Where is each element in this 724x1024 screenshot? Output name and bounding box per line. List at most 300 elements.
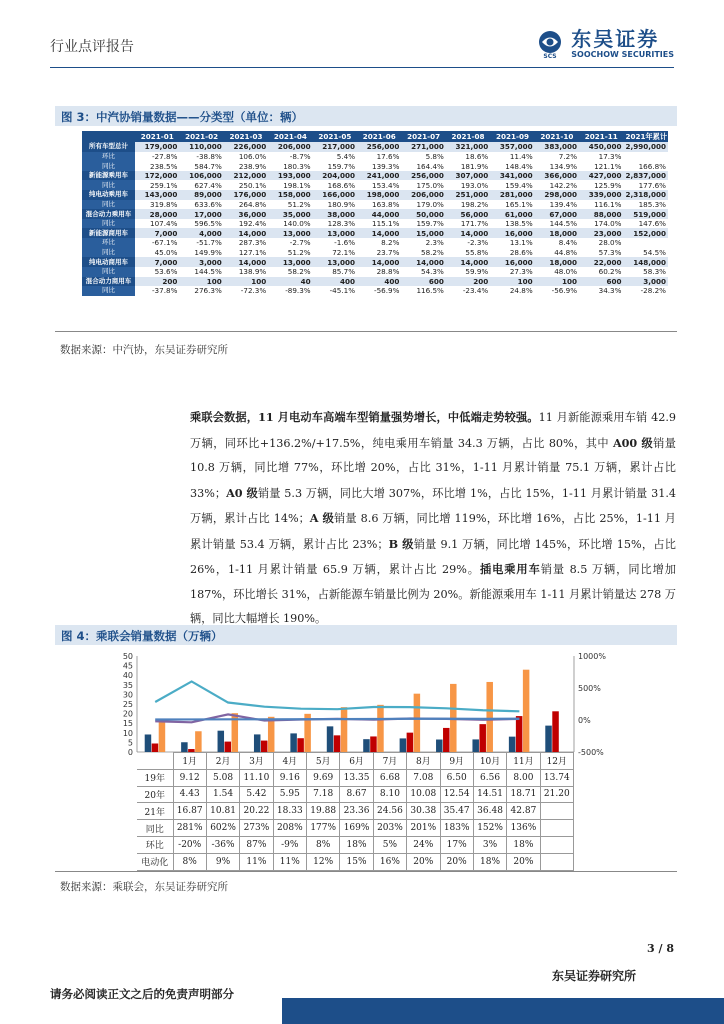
table-cell: 256,000 bbox=[357, 142, 401, 152]
table-cell: 383,000 bbox=[535, 142, 579, 152]
table-cell: 28.0% bbox=[598, 238, 622, 248]
table-cell: 596.5% bbox=[194, 219, 222, 229]
table-cell: -56.9% bbox=[374, 286, 400, 296]
table-cell: 20% bbox=[440, 853, 473, 870]
table-cell: -56.9% bbox=[551, 286, 578, 296]
table-cell: 13,000 bbox=[313, 228, 357, 238]
table-cell: 36,000 bbox=[224, 209, 268, 219]
table-cell: 16.87 bbox=[173, 803, 206, 820]
table-cell: 584.7% bbox=[194, 161, 222, 171]
bar-21年 bbox=[268, 717, 275, 752]
table-cell: 17.6% bbox=[376, 151, 400, 161]
table-cell: 15% bbox=[340, 853, 373, 870]
row-label: 同比 bbox=[82, 219, 135, 229]
row-label: 同比 bbox=[82, 286, 135, 296]
table-cell: 9% bbox=[206, 853, 239, 870]
table-cell: 116.1% bbox=[594, 199, 622, 209]
table-cell: 7.18 bbox=[307, 786, 340, 803]
row-label: 同比 bbox=[82, 200, 135, 210]
table-cell: 28.8% bbox=[376, 267, 400, 277]
table-cell: 206,000 bbox=[401, 190, 445, 200]
bar-19年 bbox=[363, 739, 370, 752]
table-header-row bbox=[137, 753, 574, 770]
table-cell: 54.3% bbox=[421, 267, 444, 277]
row-label: 同比 bbox=[82, 180, 135, 190]
table-cell: 13.35 bbox=[340, 769, 373, 786]
figure4-title: 图 4：乘联会销量数据（万辆） bbox=[55, 625, 677, 645]
table-cell: 179,000 bbox=[135, 142, 179, 152]
table-cell: -51.7% bbox=[196, 238, 222, 248]
column-header: 2021-02 bbox=[179, 131, 223, 142]
table-cell: 115.1% bbox=[372, 219, 400, 229]
category-label: 11月 bbox=[507, 753, 540, 770]
series-label bbox=[137, 820, 173, 837]
table-cell: -1.6% bbox=[334, 238, 356, 248]
table-cell: 140.0% bbox=[283, 219, 311, 229]
para-a0: A0 级 bbox=[226, 485, 258, 500]
table-cell: 1.54 bbox=[206, 786, 239, 803]
table-cell: 85.7% bbox=[332, 267, 356, 277]
table-cell: 12.54 bbox=[440, 786, 473, 803]
y-tick-label: 35 bbox=[122, 680, 133, 690]
para-b: B 级 bbox=[388, 536, 414, 551]
y2-tick-label: 500% bbox=[578, 684, 601, 693]
table-cell: 271,000 bbox=[401, 142, 445, 152]
table-row bbox=[137, 853, 574, 870]
table-cell: 35.47 bbox=[440, 803, 473, 820]
table-cell: -23.4% bbox=[462, 286, 489, 296]
y-tick-label: 20 bbox=[122, 709, 133, 719]
table-cell: 6.68 bbox=[373, 769, 406, 786]
table-cell: 61,000 bbox=[490, 209, 534, 219]
table-cell: 20.22 bbox=[240, 803, 273, 820]
table-row bbox=[82, 180, 668, 190]
table-cell: 100 bbox=[535, 277, 579, 287]
table-cell: 148,000 bbox=[623, 257, 668, 267]
category-label: 3月 bbox=[240, 753, 273, 770]
category-label: 12月 bbox=[540, 753, 573, 770]
row-label: 混合动力乘用车 bbox=[82, 209, 135, 219]
bar-20年 bbox=[152, 743, 159, 752]
row-label: 纯电动乘用车 bbox=[82, 190, 135, 200]
table-cell: -89.3% bbox=[285, 286, 311, 296]
bar-21年 bbox=[523, 670, 530, 752]
y-tick-label: 10 bbox=[122, 728, 133, 738]
table-cell: 176,000 bbox=[224, 190, 268, 200]
table-cell: 19.88 bbox=[307, 803, 340, 820]
y2-tick-label: 1000% bbox=[578, 652, 606, 661]
table-cell: 2.3% bbox=[425, 238, 444, 248]
table-cell: 159.7% bbox=[416, 219, 444, 229]
table-cell: 44.8% bbox=[554, 248, 578, 257]
table-cell: 8.00 bbox=[507, 769, 540, 786]
table-cell: 172,000 bbox=[135, 171, 179, 181]
table-cell: 24% bbox=[407, 836, 440, 853]
row-label: 同比 bbox=[82, 267, 135, 277]
bar-19年 bbox=[218, 731, 225, 752]
bar-19年 bbox=[436, 740, 443, 752]
table-row bbox=[82, 238, 668, 248]
table-cell: 34.3% bbox=[598, 286, 622, 296]
table-cell: 185.3% bbox=[638, 199, 666, 209]
table-cell: 200 bbox=[446, 277, 490, 287]
table-cell: 138.5% bbox=[505, 219, 533, 229]
table-cell: 50,000 bbox=[401, 209, 445, 219]
table-cell: -2.7% bbox=[289, 238, 311, 248]
table-cell: 321,000 bbox=[446, 142, 490, 152]
divider bbox=[55, 331, 677, 332]
table-cell: 38,000 bbox=[313, 209, 357, 219]
table-cell: 106,000 bbox=[179, 171, 223, 181]
table-cell: 143,000 bbox=[135, 190, 179, 200]
table-cell bbox=[623, 152, 668, 162]
table-cell: -28.2% bbox=[640, 286, 666, 296]
para-phev: 插电乘用车 bbox=[479, 562, 541, 576]
table-cell: 18.33 bbox=[273, 803, 306, 820]
bar-19年 bbox=[400, 738, 407, 752]
table-cell: 357,000 bbox=[490, 142, 534, 152]
table-cell: 18% bbox=[340, 836, 373, 853]
para-lead: 乘联会数据，11 月电动车高端车型销量强势增长，中低端走势较强。 bbox=[190, 410, 539, 424]
bar-20年 bbox=[443, 728, 450, 752]
column-header: 2021-04 bbox=[268, 131, 312, 142]
table-cell: 319.8% bbox=[150, 199, 178, 209]
table-cell: 16,000 bbox=[490, 257, 534, 267]
row-label: 新能源乘用车 bbox=[82, 171, 135, 181]
table-cell: 633.6% bbox=[194, 199, 222, 209]
table-cell: 241,000 bbox=[357, 171, 401, 181]
table-cell: 166,000 bbox=[313, 190, 357, 200]
table-cell: 67,000 bbox=[535, 209, 579, 219]
table-cell: -9% bbox=[273, 836, 306, 853]
table-cell: 18.6% bbox=[465, 151, 489, 161]
table-cell: 56,000 bbox=[446, 209, 490, 219]
table-cell: 6.50 bbox=[440, 769, 473, 786]
table-cell: 14,000 bbox=[401, 257, 445, 267]
table-cell: 14,000 bbox=[224, 257, 268, 267]
table-cell: 144.5% bbox=[549, 219, 578, 229]
table-cell: 164.4% bbox=[416, 161, 444, 171]
table-row bbox=[82, 142, 668, 152]
table-cell: 339,000 bbox=[579, 190, 623, 200]
table-cell: 139.4% bbox=[549, 199, 578, 209]
table-cell: 110,000 bbox=[179, 142, 223, 152]
table-cell: 22,000 bbox=[579, 257, 623, 267]
table-cell: 14,000 bbox=[224, 228, 268, 238]
bar-20年 bbox=[370, 736, 377, 752]
table-cell: 14,000 bbox=[357, 257, 401, 267]
para-s3: 销量 5.3 万辆，同比大增 307%，环比增 1%，占比 15%，1-11 月累计销量 31.4 万辆，累计占比 14%； bbox=[190, 486, 677, 525]
table-cell: 148.4% bbox=[505, 161, 533, 171]
table-cell: 8.2% bbox=[381, 238, 400, 248]
brand-name-cn: 东吴证券 bbox=[571, 27, 660, 51]
table-cell: 87% bbox=[240, 836, 273, 853]
table-cell: 400 bbox=[357, 277, 401, 287]
table-row bbox=[82, 277, 668, 287]
table-cell: 40 bbox=[268, 277, 312, 287]
table-cell: 55.8% bbox=[465, 248, 489, 257]
table-cell: 193,000 bbox=[268, 171, 312, 181]
table-cell: -8.7% bbox=[289, 151, 311, 161]
table-cell: 8.10 bbox=[373, 786, 406, 803]
table-cell: 88,000 bbox=[579, 209, 623, 219]
table-cell: 58.2% bbox=[287, 267, 311, 277]
table-cell: 4.43 bbox=[173, 786, 206, 803]
brand-logo bbox=[533, 28, 674, 59]
figure4-data-table bbox=[137, 752, 574, 871]
table-cell: 259.1% bbox=[150, 180, 178, 190]
column-header: 2021-09 bbox=[490, 131, 534, 142]
category-label: 9月 bbox=[440, 753, 473, 770]
table-row bbox=[82, 161, 668, 171]
table-cell: 203% bbox=[373, 820, 406, 837]
table-cell: 287.3% bbox=[238, 238, 267, 248]
bar-19年 bbox=[327, 726, 334, 752]
table-cell: 51.2% bbox=[287, 199, 311, 209]
row-label: 同比 bbox=[82, 248, 135, 258]
bar-20年 bbox=[225, 742, 232, 752]
table-cell: 147.6% bbox=[638, 219, 666, 229]
bar-19年 bbox=[509, 737, 516, 752]
table-cell: 264.8% bbox=[238, 199, 267, 209]
table-cell: 3,000 bbox=[623, 277, 668, 287]
table-cell: 12% bbox=[307, 853, 340, 870]
table-cell: 5% bbox=[373, 836, 406, 853]
table-row bbox=[82, 171, 668, 181]
table-cell: 14,000 bbox=[357, 228, 401, 238]
table-cell: 27.3% bbox=[509, 267, 533, 277]
table-cell bbox=[540, 820, 573, 837]
table-cell: 8% bbox=[307, 836, 340, 853]
table-cell: 177.6% bbox=[638, 180, 666, 190]
table-cell: 20% bbox=[507, 853, 540, 870]
table-row bbox=[82, 152, 668, 162]
table-cell: 125.9% bbox=[594, 180, 622, 190]
bar-21年 bbox=[195, 731, 202, 752]
table-cell: 3% bbox=[473, 836, 506, 853]
table-cell: 14,000 bbox=[446, 257, 490, 267]
table-cell: 42.87 bbox=[507, 803, 540, 820]
table-cell: 8.67 bbox=[340, 786, 373, 803]
table-cell: 51.2% bbox=[287, 248, 311, 257]
series-name: 21年 bbox=[144, 807, 165, 818]
table-cell: 142.2% bbox=[549, 180, 578, 190]
table-cell: 7,000 bbox=[135, 228, 179, 238]
y2-tick-label: 0% bbox=[578, 716, 591, 725]
table-cell: -20% bbox=[173, 836, 206, 853]
category-label: 2月 bbox=[206, 753, 239, 770]
table-cell: 58.2% bbox=[421, 248, 444, 257]
table-row bbox=[137, 769, 574, 786]
table-cell: 159.4% bbox=[505, 180, 533, 190]
table-cell: 217,000 bbox=[313, 142, 357, 152]
row-label: 纯电动商用车 bbox=[82, 257, 135, 267]
table-cell: 121.1% bbox=[594, 161, 622, 171]
y-tick-label: 5 bbox=[127, 738, 133, 748]
table-cell: 28.6% bbox=[509, 248, 533, 257]
table-cell: 36.48 bbox=[473, 803, 506, 820]
table-cell: 11% bbox=[240, 853, 273, 870]
table-cell bbox=[540, 853, 573, 870]
table-cell: 128.3% bbox=[327, 219, 356, 229]
column-header bbox=[82, 131, 135, 142]
table-cell: 89,000 bbox=[179, 190, 223, 200]
brand-name-en: SOOCHOW SECURITIES bbox=[571, 50, 674, 59]
table-row bbox=[82, 219, 668, 229]
table-cell: 14.51 bbox=[473, 786, 506, 803]
table-cell: 57.3% bbox=[598, 248, 622, 257]
table-cell: 2,837,000 bbox=[623, 171, 668, 181]
table-cell: 198,000 bbox=[357, 190, 401, 200]
table-row bbox=[137, 786, 574, 803]
table-cell: 100 bbox=[224, 277, 268, 287]
table-cell: 281,000 bbox=[490, 190, 534, 200]
table-cell: 107.4% bbox=[150, 219, 178, 229]
table-cell: 10.08 bbox=[407, 786, 440, 803]
y-tick-label: 40 bbox=[122, 671, 133, 681]
table-cell: 8.4% bbox=[558, 238, 578, 248]
table-cell: 24.56 bbox=[373, 803, 406, 820]
table-cell: 18,000 bbox=[535, 228, 579, 238]
table-cell: 192.4% bbox=[238, 219, 267, 229]
table-cell: 13.1% bbox=[509, 238, 533, 248]
table-cell: 9.69 bbox=[307, 769, 340, 786]
bar-19年 bbox=[254, 734, 260, 752]
table-cell: 198.2% bbox=[460, 199, 489, 209]
table-cell: 28,000 bbox=[135, 209, 179, 219]
table-cell: 627.4% bbox=[194, 180, 222, 190]
soochow-logo-icon bbox=[533, 29, 567, 59]
table-cell: 23.7% bbox=[376, 248, 400, 257]
table-cell: 9.12 bbox=[173, 769, 206, 786]
table-cell: -27.8% bbox=[151, 151, 178, 161]
series-label bbox=[137, 836, 173, 853]
page-number: 3 / 8 bbox=[647, 942, 674, 955]
table-cell: 116.5% bbox=[416, 286, 444, 296]
table-cell bbox=[540, 836, 573, 853]
table-cell: 307,000 bbox=[446, 171, 490, 181]
table-cell: 180.3% bbox=[283, 161, 311, 171]
table-cell: -72.3% bbox=[240, 286, 267, 296]
table-cell: 30.38 bbox=[407, 803, 440, 820]
bar-20年 bbox=[407, 733, 414, 752]
table-cell: 200 bbox=[135, 277, 179, 287]
row-label: 新能源商用车 bbox=[82, 228, 135, 238]
table-cell: 238.5% bbox=[150, 161, 178, 171]
table-cell: 206,000 bbox=[268, 142, 312, 152]
category-label: 5月 bbox=[307, 753, 340, 770]
table-cell: 427,000 bbox=[579, 171, 623, 181]
category-label: 6月 bbox=[340, 753, 373, 770]
table-cell: 602% bbox=[206, 820, 239, 837]
table-cell: 201% bbox=[407, 820, 440, 837]
table-cell: 139.3% bbox=[372, 161, 400, 171]
table-cell: 17,000 bbox=[179, 209, 223, 219]
category-label: 1月 bbox=[173, 753, 206, 770]
table-cell: 18.71 bbox=[507, 786, 540, 803]
table-cell: 9.16 bbox=[273, 769, 306, 786]
series-name: 20年 bbox=[144, 790, 165, 801]
table-row bbox=[137, 820, 574, 837]
table-cell: 163.8% bbox=[372, 199, 400, 209]
table-cell: -37.8% bbox=[151, 286, 178, 296]
table-cell: 44,000 bbox=[357, 209, 401, 219]
bar-19年 bbox=[472, 739, 479, 752]
y-tick-label: 50 bbox=[122, 652, 133, 661]
page-header bbox=[50, 27, 674, 68]
table-row bbox=[82, 248, 668, 258]
series-name: 电动化 bbox=[141, 858, 169, 869]
bar-20年 bbox=[297, 738, 304, 752]
table-cell: 166.8% bbox=[638, 161, 666, 171]
table-cell: 13,000 bbox=[268, 228, 312, 238]
table-cell: 21.20 bbox=[540, 786, 573, 803]
table-cell: 17% bbox=[440, 836, 473, 853]
bar-20年 bbox=[516, 716, 523, 752]
table-cell: 256,000 bbox=[401, 171, 445, 181]
table-cell: 144.5% bbox=[194, 267, 222, 277]
table-cell: 16,000 bbox=[490, 228, 534, 238]
table-cell: 6.56 bbox=[473, 769, 506, 786]
table-cell: 158,000 bbox=[268, 190, 312, 200]
table-cell: 174.0% bbox=[594, 219, 622, 229]
column-header: 2021-05 bbox=[313, 131, 357, 142]
table-cell: 152,000 bbox=[623, 228, 668, 238]
table-cell: 5.95 bbox=[273, 786, 306, 803]
table-cell: 276.3% bbox=[194, 286, 222, 296]
table-cell: 149.9% bbox=[194, 248, 222, 257]
table-cell: 238.9% bbox=[238, 161, 267, 171]
figure4-source: 数据来源：乘联会，东吴证券研究所 bbox=[60, 881, 228, 893]
table-cell: 600 bbox=[401, 277, 445, 287]
table-cell: 17.3% bbox=[598, 151, 622, 161]
table-row bbox=[82, 209, 668, 219]
table-cell: 341,000 bbox=[490, 171, 534, 181]
y-tick-label: 30 bbox=[122, 690, 133, 700]
table-cell: 152% bbox=[473, 820, 506, 837]
table-cell: 281% bbox=[173, 820, 206, 837]
table-cell: 181.9% bbox=[460, 161, 489, 171]
table-cell: 23.36 bbox=[340, 803, 373, 820]
table-cell: 7,000 bbox=[135, 257, 179, 267]
table-cell: 16% bbox=[373, 853, 406, 870]
table-cell: 519,000 bbox=[623, 209, 668, 219]
bar-19年 bbox=[290, 733, 297, 752]
table-cell: 2,990,000 bbox=[623, 142, 668, 152]
figure3-table bbox=[82, 131, 668, 296]
table-cell bbox=[623, 238, 668, 248]
table-cell: 8% bbox=[173, 853, 206, 870]
y-tick-label: 0 bbox=[127, 748, 133, 757]
column-header: 2021-08 bbox=[446, 131, 490, 142]
table-cell: 180.9% bbox=[327, 199, 356, 209]
table-cell: 72.1% bbox=[332, 248, 356, 257]
table-cell: 59.9% bbox=[465, 267, 489, 277]
para-a00: A00 级 bbox=[612, 435, 654, 450]
table-cell: 198.1% bbox=[283, 180, 311, 190]
bar-21年 bbox=[486, 682, 493, 752]
table-cell: 165.1% bbox=[505, 199, 533, 209]
table-cell: -45.1% bbox=[329, 286, 356, 296]
bar-21年 bbox=[377, 705, 384, 752]
table-cell: 10.81 bbox=[206, 803, 239, 820]
series-label bbox=[137, 786, 173, 803]
y-tick-label: 15 bbox=[122, 719, 133, 729]
table-cell: 153.4% bbox=[372, 180, 400, 190]
table-cell: 138.9% bbox=[238, 267, 267, 277]
y-tick-label: 25 bbox=[122, 700, 133, 709]
table-cell: 400 bbox=[313, 277, 357, 287]
